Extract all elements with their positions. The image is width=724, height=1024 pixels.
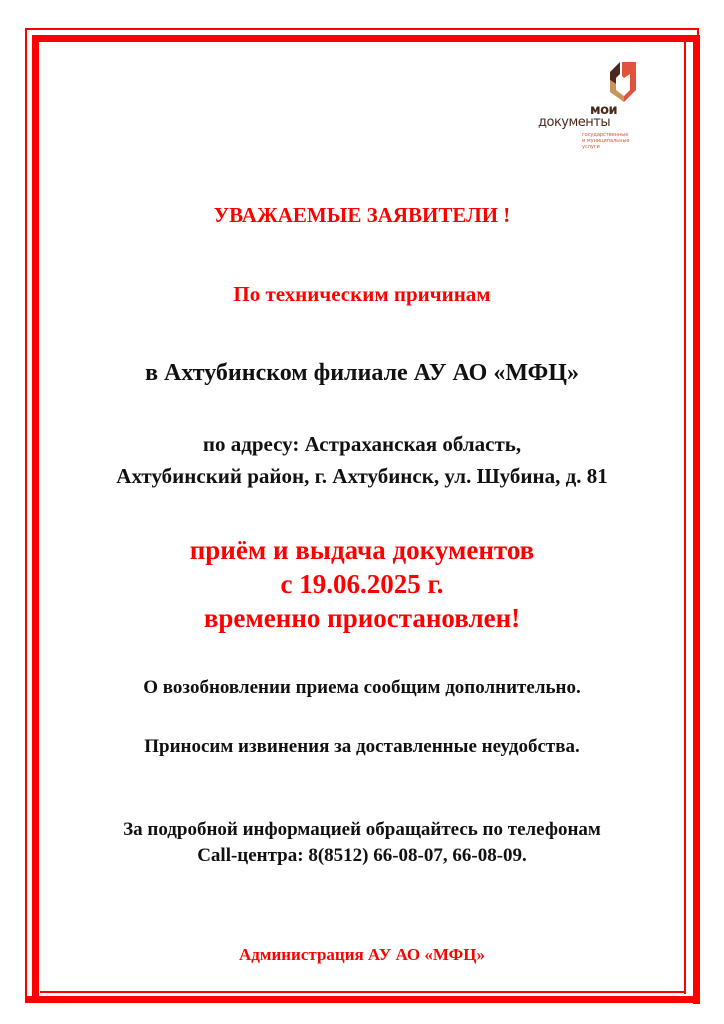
contact-line-1: За подробной информацией обращайтесь по телефонам <box>123 819 601 840</box>
greeting-heading: УВАЖАЕМЫЕ ЗАЯВИТЕЛИ ! <box>213 203 511 227</box>
logo-emblem-icon <box>606 62 642 102</box>
resume-info-text: О возобновлении приема сообщим дополнительно. <box>143 677 581 698</box>
frame-inner-bottom <box>40 991 686 993</box>
suspension-date: с 19.06.2025 г. <box>280 569 444 599</box>
logo-text-moi: мои <box>590 103 618 118</box>
logo-subtitle <box>582 132 648 150</box>
branch-text: в Ахтубинском филиале АУ АО «МФЦ» <box>145 360 579 386</box>
reason-text: По техническим причинам <box>233 282 491 306</box>
logo-subtitle-line1: государственные <box>582 132 629 138</box>
logo-text-dokumenty: документы <box>538 115 611 130</box>
suspension-line-1: приём и выдача документов <box>189 535 535 565</box>
logo-subtitle-line2: и муниципальные услуги <box>582 138 630 150</box>
address-line-2: Ахтубинский район, г. Ахтубинск, ул. Шубина, д. 81 <box>116 464 608 488</box>
suspension-line-3: временно приостановлен! <box>203 603 521 633</box>
address-line-1: по адресу: Астраханская область, <box>202 432 522 456</box>
signature-text: Администрация АУ АО «МФЦ» <box>239 945 485 964</box>
apology-text: Приносим извинения за доставленные неудобства. <box>144 736 580 757</box>
moi-dokumenty-logo <box>538 62 648 152</box>
frame-thick-bottom <box>25 996 700 1003</box>
contact-phone-line: Call-центра: 8(8512) 66-08-07, 66-08-09. <box>197 845 527 866</box>
